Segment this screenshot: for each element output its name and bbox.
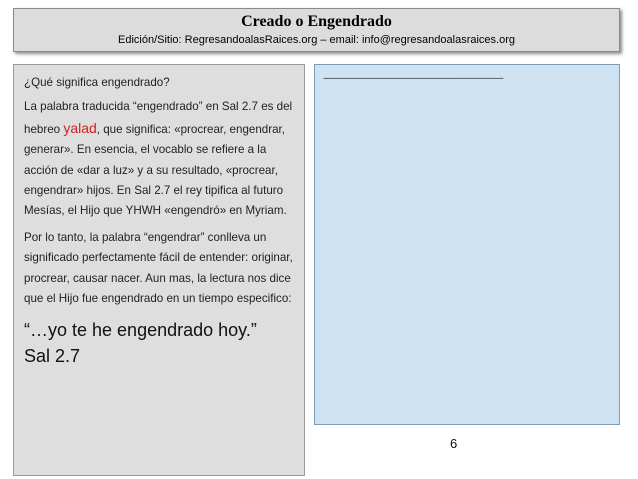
paragraph-2: Por lo tanto, la palabra “engendrar” conlleva un significado perfectamente fácil de entender: originar, procrear, causar nacer. Aun mas, la lectura nos dice que el Hijo fue engendrado en un tiempo especifico:: [24, 230, 293, 306]
quote-text: “…yo te he engendrado hoy.”: [24, 320, 257, 341]
scripture-quote: [24, 317, 296, 369]
paragraph-1-start: La palabra traducida “engendrado” en Sal 2.7 es del hebreo: [24, 100, 293, 136]
header-banner: [13, 8, 620, 52]
dashed-line: ------------------------------------------------------------------------------------------: [323, 73, 503, 83]
hebrew-word-highlight: yalad: [63, 119, 97, 136]
right-blank-panel: [314, 64, 620, 425]
paragraph-1: [24, 97, 296, 221]
page-subtitle: Edición/Sitio: RegresandoalasRaices.org – email: info@regresandoalasraices.org: [118, 34, 515, 46]
page-title: Creado o Engendrado: [241, 13, 392, 30]
question-text: ¿Qué significa engendrado?: [24, 76, 170, 89]
left-text-panel: [13, 64, 305, 476]
quote-reference: Sal 2.7: [24, 346, 81, 367]
paragraph-1-end: , que significa: «procrear, engendrar, generar». En esencia, el vocablo se refiere a la acción de «dar a luz» y a su resultado, «procrear, engendrar» hijos. En Sal 2.7 el rey tipifica al futuro Mesías, el Hijo que YHWH «engendró» en Myriam.: [24, 122, 287, 218]
page-number: 6: [450, 436, 458, 451]
